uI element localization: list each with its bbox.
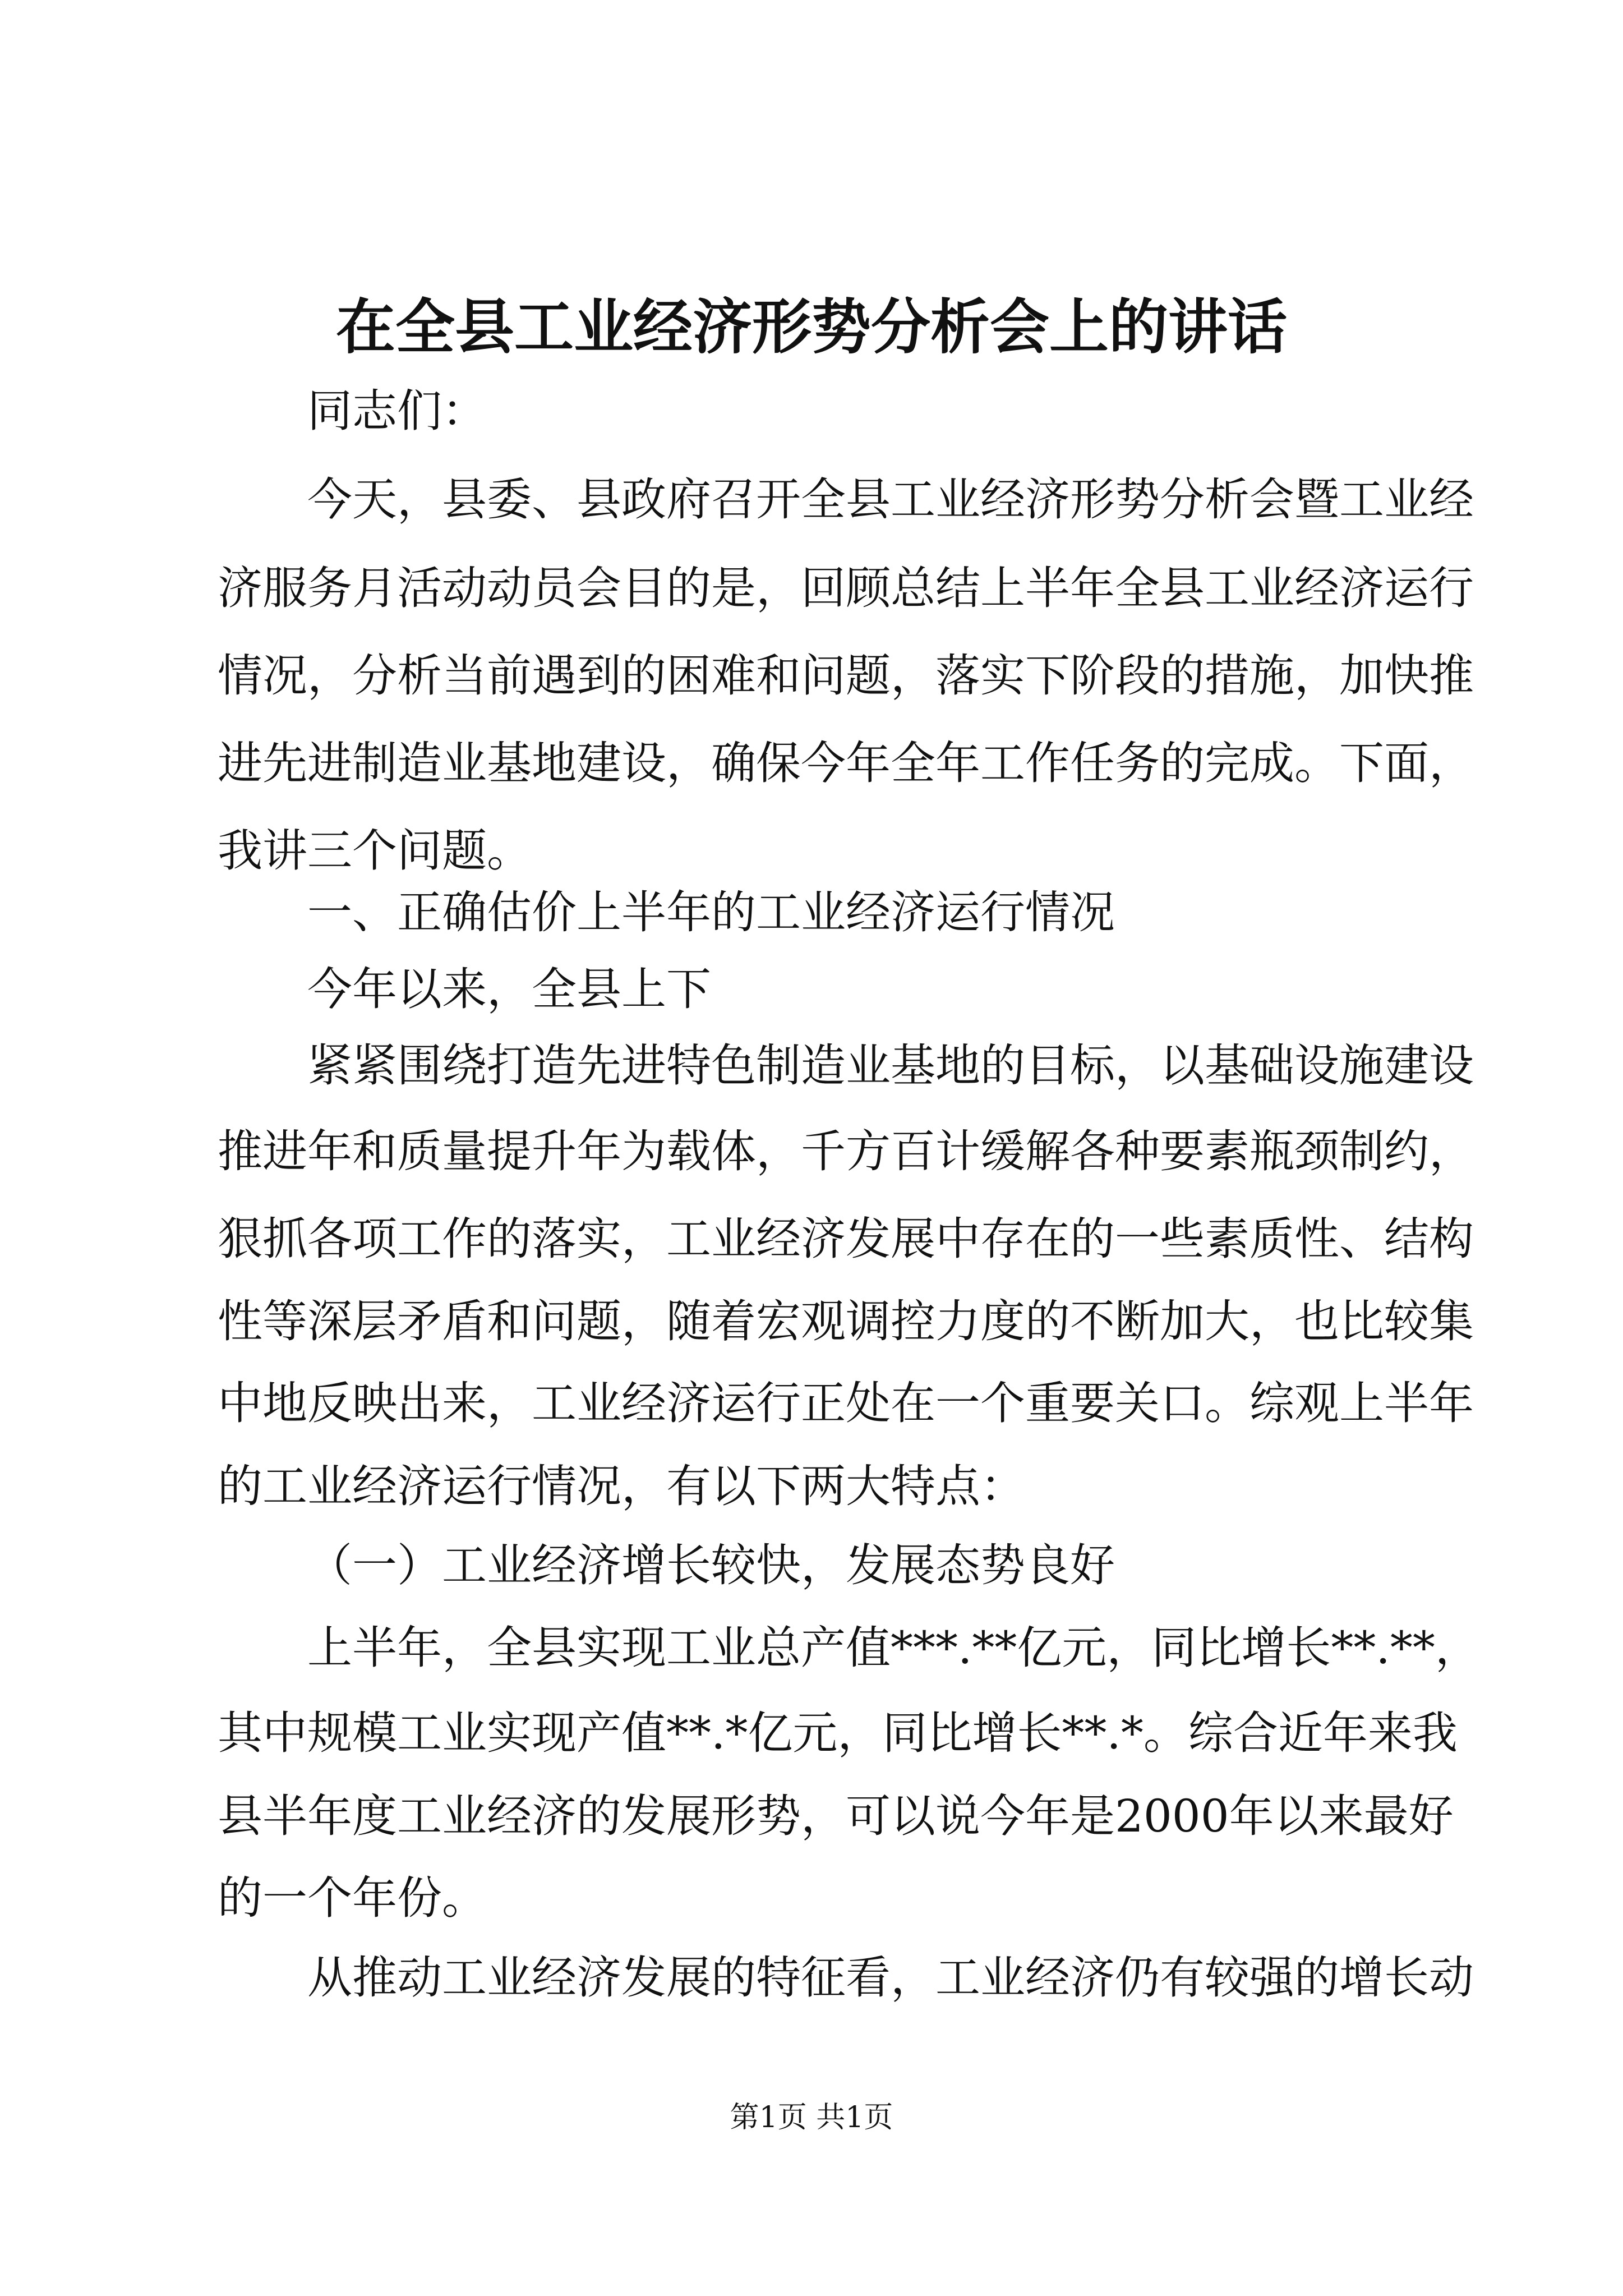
paragraph-line: 的一个年份。: [218, 1872, 487, 1924]
paragraph-line: 进先进制造业基地建设，确保今年全年工作任务的完成。下面，: [218, 737, 1474, 789]
paragraph-line: 从推动工业经济发展的特征看，工业经济仍有较强的增长动: [307, 1952, 1474, 2004]
section-heading: 一、正确估价上半年的工业经济运行情况: [307, 886, 1115, 938]
paragraph-line: 的工业经济运行情况，有以下两大特点：: [218, 1460, 1025, 1512]
paragraph-line: 其中规模工业实现产值**.*亿元，同比增长**.*。综合近年来我: [218, 1707, 1458, 1759]
paragraph-line: 我讲三个问题。: [218, 825, 532, 877]
paragraph-line: 性等深层矛盾和问题，随着宏观调控力度的不断加大，也比较集: [218, 1295, 1474, 1347]
paragraph-line: 中地反映出来，工业经济运行正处在一个重要关口。综观上半年: [218, 1377, 1474, 1429]
paragraph-line: 狠抓各项工作的落实，工业经济发展中存在的一些素质性、结构: [218, 1213, 1474, 1265]
paragraph-line: 推进年和质量提升年为载体，千方百计缓解各种要素瓶颈制约，: [218, 1125, 1474, 1177]
page-number: 第1页 共1页: [730, 2101, 893, 2134]
paragraph-line: 今年以来，全县上下: [307, 963, 711, 1015]
paragraph-line: 济服务月活动动员会目的是，回顾总结上半年全县工业经济运行: [218, 562, 1474, 614]
salutation: 同志们：: [307, 385, 487, 437]
subsection-heading: （一）工业经济增长较快，发展态势良好: [307, 1539, 1115, 1591]
paragraph-line: 紧紧围绕打造先进特色制造业基地的目标，以基础设施建设: [307, 1039, 1474, 1092]
paragraph-line: 情况，分析当前遇到的困难和问题，落实下阶段的措施，加快推: [218, 650, 1474, 702]
paragraph-line: 上半年，全县实现工业总产值***.**亿元，同比增长**.**，: [307, 1622, 1480, 1674]
paragraph-line: 今天，县委、县政府召开全县工业经济形势分析会暨工业经: [307, 473, 1474, 526]
paragraph-line: 县半年度工业经济的发展形势，可以说今年是2000年以来最好: [218, 1790, 1454, 1842]
document-title: 在全县工业经济形势分析会上的讲话: [336, 292, 1287, 362]
